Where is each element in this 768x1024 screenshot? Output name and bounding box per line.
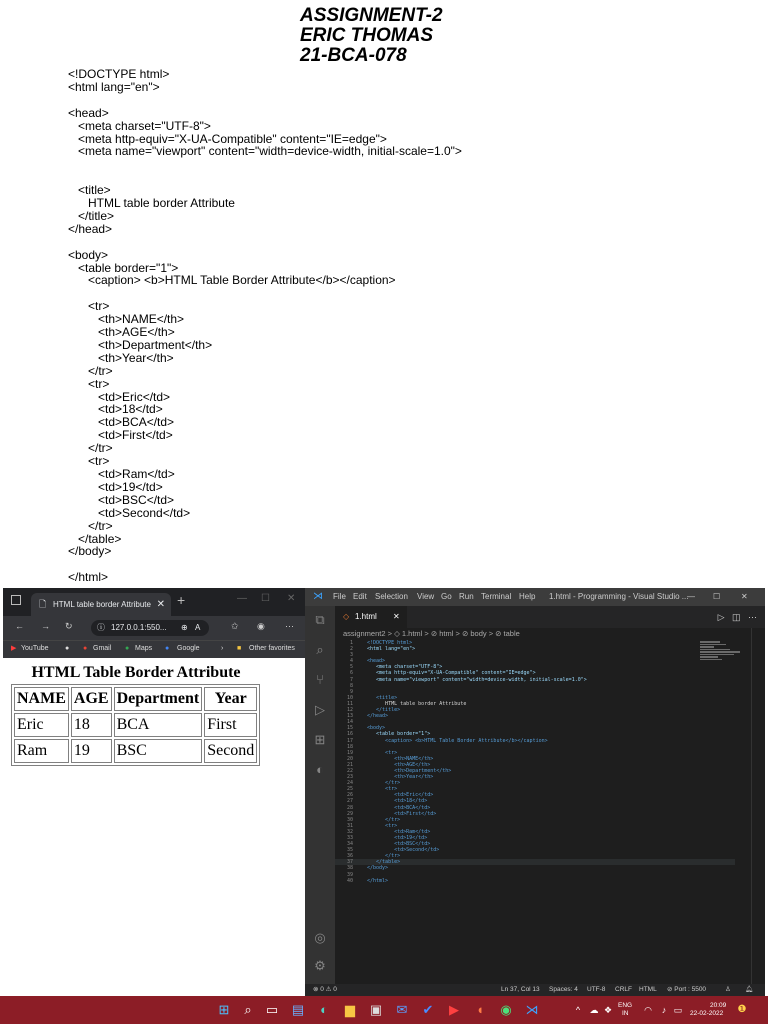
code-line: <tr>	[68, 454, 110, 469]
office-icon[interactable]: ◖	[476, 1002, 484, 1017]
editor-tab-label: 1.html	[355, 612, 377, 621]
code-line	[68, 558, 462, 571]
editor-line-text: <th>Department</th>	[367, 767, 452, 774]
table-cell: Eric	[14, 713, 69, 737]
code-line: <title>	[68, 183, 111, 198]
line-number: 12	[346, 707, 353, 714]
editor-tab-bar	[335, 606, 765, 628]
line-number: 7	[349, 676, 353, 683]
table-cell: BCA	[114, 713, 203, 737]
line-number: 30	[346, 816, 353, 823]
desktop-screenshot	[3, 588, 765, 996]
maximize-icon[interactable]: ☐	[713, 592, 721, 601]
editor-line-text: <td>Eric</td>	[367, 792, 434, 799]
gmail-icon: ●	[83, 645, 88, 652]
remote-explorer-icon[interactable]: ◐	[316, 762, 324, 777]
line-number: 26	[346, 792, 353, 799]
code-line: <td>19</td>	[68, 479, 163, 494]
line-number: 31	[346, 822, 353, 829]
table-header-cell: Year	[204, 687, 257, 711]
menu-file[interactable]: File	[333, 592, 346, 601]
code-line: <meta charset="UTF-8">	[68, 118, 211, 133]
line-number: 4	[349, 658, 353, 665]
line-number: 22	[346, 767, 353, 774]
windows-taskbar	[0, 996, 768, 1024]
editor-line-text: <body>	[367, 725, 386, 732]
task-view-icon[interactable]: ▭	[265, 1002, 279, 1017]
line-number: 35	[346, 847, 353, 854]
store-icon[interactable]: ▣	[369, 1002, 383, 1017]
line-number: 11	[346, 700, 353, 707]
clock-date[interactable]: 22-02-2022	[690, 1010, 724, 1017]
code-line: <tr>	[68, 299, 110, 314]
settings-gear-icon[interactable]: ⚙	[314, 958, 326, 973]
region-indicator[interactable]: IN	[622, 1010, 629, 1017]
encoding-status[interactable]: UTF-8	[587, 986, 606, 993]
editor-line-text: <tr>	[367, 749, 398, 756]
line-number: 19	[346, 749, 353, 756]
account-status-icon[interactable]: ♙	[725, 986, 731, 993]
table-header-cell: NAME	[14, 687, 69, 711]
menu-run[interactable]: Run	[459, 592, 474, 601]
browser-tab-title: HTML table border Attribute	[53, 600, 151, 609]
code-line: </body>	[68, 544, 112, 559]
edge-icon[interactable]: ◐	[320, 1002, 328, 1017]
editor-line-text: HTML table border Attribute	[367, 700, 467, 707]
code-line: </table>	[68, 531, 122, 546]
editor-line-text: <tr>	[367, 822, 398, 829]
extensions-icon[interactable]: ⊞	[314, 732, 326, 747]
editor-line-text: <td>Second</td>	[367, 847, 440, 854]
code-line: </title>	[68, 208, 115, 223]
file-explorer-icon[interactable]: ▆	[345, 1002, 355, 1017]
menu-go[interactable]: Go	[441, 592, 452, 601]
editor-line-text: <th>AGE</th>	[367, 761, 431, 768]
notifications-icon[interactable]: 🔔︎	[745, 986, 754, 993]
line-number: 39	[346, 871, 353, 878]
battery-icon[interactable]: ▭	[673, 1005, 683, 1015]
code-line: <caption> <b>HTML Table Border Attribute</b></caption>	[68, 273, 396, 288]
browser-tab-bar	[3, 588, 305, 616]
printed-code-listing	[68, 68, 462, 584]
table-caption: HTML Table Border Attribute	[31, 664, 241, 681]
indentation-status[interactable]: Spaces: 4	[549, 986, 578, 993]
code-line: <html lang="en">	[68, 79, 160, 94]
line-number: 18	[346, 743, 353, 750]
search-icon[interactable]: ⌕	[244, 1002, 252, 1017]
editor-line-text: </body>	[367, 865, 389, 872]
editor-scrollbar[interactable]	[751, 628, 764, 984]
line-number: 2	[349, 646, 353, 653]
line-number: 25	[346, 786, 353, 793]
table-cell: Second	[204, 739, 257, 763]
line-number: 33	[346, 835, 353, 841]
line-number: 15	[346, 725, 353, 732]
editor-line-text: <html lang="en">	[367, 646, 416, 653]
line-number: 36	[346, 853, 353, 860]
browser-tab[interactable]	[31, 593, 171, 616]
volume-icon[interactable]: ♪	[661, 1005, 667, 1015]
source-control-icon[interactable]: ⑂	[316, 672, 324, 687]
code-line: <td>Ram</td>	[68, 467, 175, 482]
code-line	[68, 158, 462, 171]
line-number: 17	[346, 737, 353, 744]
explorer-icon[interactable]: ⧉	[315, 612, 325, 627]
code-line: <td>BSC</td>	[68, 492, 175, 507]
line-number: 29	[346, 810, 353, 817]
code-line: <td>Eric</td>	[68, 389, 171, 404]
table-cell: 18	[71, 713, 112, 737]
close-tab-icon[interactable]: ✕	[393, 612, 400, 621]
more-options-icon[interactable]: ⋯	[285, 621, 294, 631]
editor-line-text: <td>BCA</td>	[367, 804, 431, 811]
bookmark-gmail[interactable]: Gmail	[93, 645, 112, 652]
line-number: 38	[346, 865, 353, 872]
youtube-icon: ▶	[11, 645, 17, 652]
editor-line-text: <td>18</td>	[367, 798, 428, 805]
code-line: </tr>	[68, 441, 113, 456]
editor-line-text: <td>First</td>	[367, 810, 437, 817]
menu-help[interactable]: Help	[519, 592, 536, 601]
editor-line-text: <meta http-equiv="X-UA-Compatible" content="IE=edge">	[367, 670, 536, 677]
editor-line-text: <title>	[367, 694, 398, 701]
tray-chevron-icon[interactable]: ^	[575, 1005, 581, 1015]
code-line: <td>First</td>	[68, 428, 173, 443]
demo-table	[11, 684, 260, 766]
mail-icon[interactable]: ✉	[396, 1002, 408, 1017]
google-icon: ●	[165, 645, 170, 652]
code-line: </head>	[68, 221, 113, 236]
line-number: 3	[349, 652, 353, 659]
browser-page	[3, 658, 305, 996]
vscode-logo-icon: ⋊	[313, 591, 323, 602]
editor-line-text: </tr>	[367, 853, 401, 860]
editor-line-text: <th>Year</th>	[367, 774, 434, 781]
language-indicator[interactable]: ENG	[618, 1002, 633, 1009]
browser-address-bar	[3, 616, 305, 640]
maximize-icon[interactable]: ☐	[261, 593, 270, 604]
bookmark-maps[interactable]: Maps	[135, 645, 153, 652]
code-line: <th>AGE</th>	[68, 325, 175, 340]
editor-line-text: </tr>	[367, 816, 401, 823]
line-number: 6	[349, 670, 353, 677]
editor-line-text: </head>	[367, 713, 389, 720]
close-tab-icon[interactable]: ✕	[156, 599, 165, 610]
eol-status[interactable]: CRLF	[615, 986, 632, 993]
code-line	[68, 236, 462, 249]
breadcrumb[interactable]: assignment2 > ◇ 1.html > ⊘ html > ⊘ body > ⊘ table	[343, 629, 520, 638]
line-number: 34	[346, 841, 353, 848]
close-window-icon[interactable]: ✕	[741, 592, 748, 601]
table-header-cell: AGE	[71, 687, 112, 711]
search-icon[interactable]: ⌕	[316, 642, 324, 657]
forward-icon[interactable]: →	[41, 621, 50, 631]
activity-bar	[305, 606, 335, 984]
line-number: 10	[346, 694, 353, 701]
editor-line-text: <meta name="viewport" content="width=device-width, initial-scale=1.0">	[367, 676, 587, 683]
table-cell: Ram	[14, 739, 69, 763]
table-row	[14, 713, 257, 737]
line-number: 21	[346, 761, 353, 768]
code-line: </html>	[68, 570, 109, 585]
code-line: <body>	[68, 247, 109, 262]
editor-line-text: <td>BSC</td>	[367, 841, 431, 848]
editor-line-text: <meta charset="UTF-8">	[367, 664, 443, 671]
line-number: 5	[349, 664, 353, 671]
line-number: 24	[346, 780, 353, 787]
vscode-window	[305, 588, 765, 996]
code-line: <meta name="viewport" content="width=device-width, initial-scale=1.0">	[68, 144, 462, 159]
editor-line-text: <caption> <b>HTML Table Border Attribute</b></caption>	[367, 737, 548, 744]
close-window-icon[interactable]: ✕	[287, 593, 296, 604]
editor-actions[interactable]: ▷ ◫ ⋯	[717, 612, 757, 622]
cloud-icon[interactable]: ☁	[589, 1005, 599, 1015]
editor-line-text: </tr>	[367, 780, 401, 787]
window-menu-icon[interactable]	[11, 595, 21, 605]
code-line: <tr>	[68, 376, 110, 391]
line-number: 40	[346, 877, 353, 884]
account-icon[interactable]: ◎	[314, 930, 326, 945]
code-line	[68, 94, 462, 107]
code-editor[interactable]	[335, 640, 735, 884]
bookmark-youtube[interactable]: YouTube	[21, 645, 49, 652]
code-line: <td>Second</td>	[68, 505, 191, 520]
code-line	[68, 287, 462, 300]
clock-time[interactable]: 20:09	[710, 1002, 727, 1009]
line-number: 13	[346, 713, 353, 720]
bookmark-google[interactable]: Google	[177, 645, 200, 652]
editor-line-text: </html>	[367, 877, 389, 884]
menu-selection[interactable]: Selection	[375, 592, 408, 601]
editor-line-text: <head>	[367, 658, 386, 665]
whatsapp-icon[interactable]: ◉	[500, 1002, 512, 1017]
menu-edit[interactable]: Edit	[353, 592, 367, 601]
heading-line: 21-BCA-078	[300, 45, 407, 66]
url-text: 127.0.0.1:550...	[111, 623, 167, 632]
back-icon[interactable]: ←	[15, 621, 24, 631]
profile-avatar[interactable]: ◉	[257, 621, 265, 631]
code-line: <head>	[68, 105, 109, 120]
table-cell: First	[204, 713, 257, 737]
line-number: 32	[346, 828, 353, 835]
chevron-right-icon[interactable]: ›	[221, 645, 224, 652]
code-line	[68, 171, 462, 184]
editor-line-text: </table>	[367, 859, 401, 866]
html-file-icon: ◇	[343, 612, 350, 621]
code-line: <meta http-equiv="X-UA-Compatible" content="IE=edge">	[68, 131, 387, 146]
code-line: <th>Department</th>	[68, 337, 213, 352]
vscode-taskbar-icon[interactable]: ⋊	[525, 1002, 539, 1017]
notification-badge-icon[interactable]: ❶	[737, 1004, 747, 1015]
github-icon: ●	[65, 645, 70, 652]
table-cell: BSC	[114, 739, 203, 763]
table-header-cell: Department	[114, 687, 203, 711]
line-number: 9	[349, 688, 353, 695]
line-number: 28	[346, 804, 353, 811]
favorites-icon[interactable]: ✩	[231, 621, 239, 631]
editor-line-text: <tr>	[367, 786, 398, 793]
info-icon: ⓘ	[97, 623, 105, 632]
editor-line-text: <table border="1">	[367, 731, 431, 738]
status-bar	[305, 984, 765, 996]
window-title: 1.html - Programming - Visual Studio ...	[549, 592, 689, 601]
assignment-heading	[300, 6, 443, 66]
code-line: <th>NAME</th>	[68, 312, 185, 327]
code-line: <table border="1">	[68, 260, 179, 275]
code-line: <!DOCTYPE html>	[68, 67, 170, 81]
table-row	[14, 739, 257, 763]
line-number: 14	[346, 719, 353, 726]
editor-tab[interactable]	[335, 606, 407, 628]
start-icon[interactable]: ⊞	[218, 1002, 230, 1017]
refresh-icon[interactable]: ↻	[65, 621, 73, 631]
page-icon: 🗋	[39, 599, 47, 609]
menu-terminal[interactable]: Terminal	[481, 592, 512, 601]
bookmarks-bar	[3, 640, 305, 658]
cursor-position[interactable]: Ln 37, Col 13	[501, 986, 540, 993]
folder-icon: ■	[237, 645, 242, 652]
code-line: <td>BCA</td>	[68, 415, 175, 430]
editor-line-text: <th>NAME</th>	[367, 755, 434, 762]
zoom-icon[interactable]: ⊕	[181, 623, 188, 632]
line-number: 23	[346, 774, 353, 781]
url-field[interactable]	[91, 620, 209, 636]
line-number: 1	[349, 640, 353, 646]
bookmark-other-favorites[interactable]: Other favorites	[249, 645, 295, 652]
editor-line[interactable]	[335, 878, 735, 884]
maps-icon: ●	[125, 645, 130, 652]
wifi-icon[interactable]: ◠	[644, 1005, 652, 1015]
table-cell: 19	[71, 739, 112, 763]
code-line: <th>Year</th>	[68, 350, 174, 365]
browser-window	[3, 588, 305, 996]
line-number: 8	[349, 682, 353, 689]
widgets-icon[interactable]: ▤	[291, 1002, 305, 1017]
live-server-port[interactable]: ⊘ Port : 5500	[667, 986, 707, 993]
menu-view[interactable]: View	[417, 592, 435, 601]
todo-icon[interactable]: ✔	[422, 1002, 434, 1017]
new-tab-icon[interactable]: +	[177, 592, 186, 608]
minimap[interactable]	[700, 640, 750, 676]
problems-status[interactable]: ⊗ 0 ⚠ 0	[313, 986, 337, 993]
editor-line-text: <td>Ram</td>	[367, 828, 431, 835]
code-line: HTML table border Attribute	[68, 196, 235, 211]
minimize-icon[interactable]: —	[687, 592, 695, 601]
minimize-icon[interactable]: —	[237, 593, 247, 604]
code-line: <td>18</td>	[68, 402, 163, 417]
editor-line-text: <!DOCTYPE html>	[367, 640, 413, 646]
line-number: 20	[346, 755, 353, 762]
line-number: 16	[346, 731, 353, 738]
editor-line-text: </title>	[367, 707, 401, 714]
editor-line-text: <td>19</td>	[367, 835, 428, 841]
heading-line: ERIC THOMAS	[300, 25, 433, 46]
code-line: </tr>	[68, 363, 113, 378]
vscode-title-bar	[305, 588, 765, 606]
line-number: 27	[346, 798, 353, 805]
youtube-app-icon[interactable]: ▶	[449, 1002, 459, 1017]
run-debug-icon[interactable]: ▷	[315, 702, 325, 717]
table-header-row	[14, 687, 257, 711]
heading-line: ASSIGNMENT-2	[300, 5, 443, 26]
line-number: 37	[346, 859, 353, 866]
read-aloud-icon[interactable]: A	[195, 623, 201, 632]
code-line: </tr>	[68, 518, 113, 533]
dropbox-icon[interactable]: ❖	[603, 1005, 613, 1015]
language-status[interactable]: HTML	[639, 986, 657, 993]
